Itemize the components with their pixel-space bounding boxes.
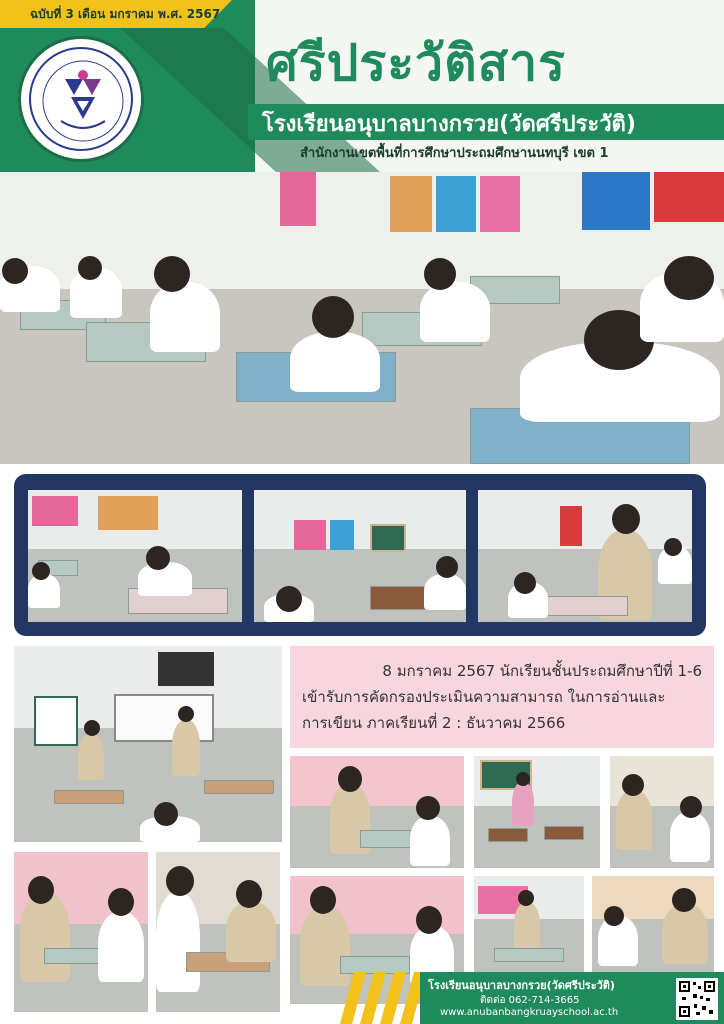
classroom-photo-4 [14,646,282,842]
classroom-photo-11 [474,876,584,972]
caption-text [302,658,706,736]
footer-school-name: โรงเรียนอนุบาลบางกรวย(วัดศรีประวัติ) [428,979,615,992]
classroom-photo-5 [290,756,464,868]
caption-line-3: การเขียน ภาคเรียนที่ 2 : ธันวาคม 2566 [302,714,566,732]
school-logo [18,36,144,162]
classroom-photo-9 [156,852,280,1012]
main-classroom-photo [0,172,724,464]
caption-box [290,646,714,748]
issue-label: ฉบับที่ 3 เดือน มกราคม พ.ศ. 2567 [30,7,221,21]
classroom-photo-8 [14,852,148,1012]
school-emblem-icon [29,47,133,151]
classroom-photo-7 [610,756,714,868]
classroom-photo-6 [474,756,600,868]
classroom-photo-3 [478,490,692,622]
office-name: สำนักงานเขตพื้นที่การศึกษาประถมศึกษานนทบุรี เขต 1 [300,146,609,161]
classroom-photo-1 [28,490,242,622]
newsletter-title: ศรีประวัติสาร [266,34,567,92]
classroom-photo-12 [592,876,714,972]
qr-code-icon [676,978,718,1020]
footer-website[interactable]: www.anubanbangkruayschool.ac.th [440,1007,619,1018]
school-name: โรงเรียนอนุบาลบางกรวย(วัดศรีประวัติ) [262,112,636,137]
caption-line-2: เข้ารับการคัดกรองประเมินความสามารถ ในการอ่านและ [302,688,666,706]
footer-contact: ติดต่อ 062-714-3665 [480,995,580,1006]
classroom-photo-2 [254,490,466,622]
caption-line-1: 8 มกราคม 2567 นักเรียนชั้นประถมศึกษาปีที่ 1-6 [382,662,702,680]
